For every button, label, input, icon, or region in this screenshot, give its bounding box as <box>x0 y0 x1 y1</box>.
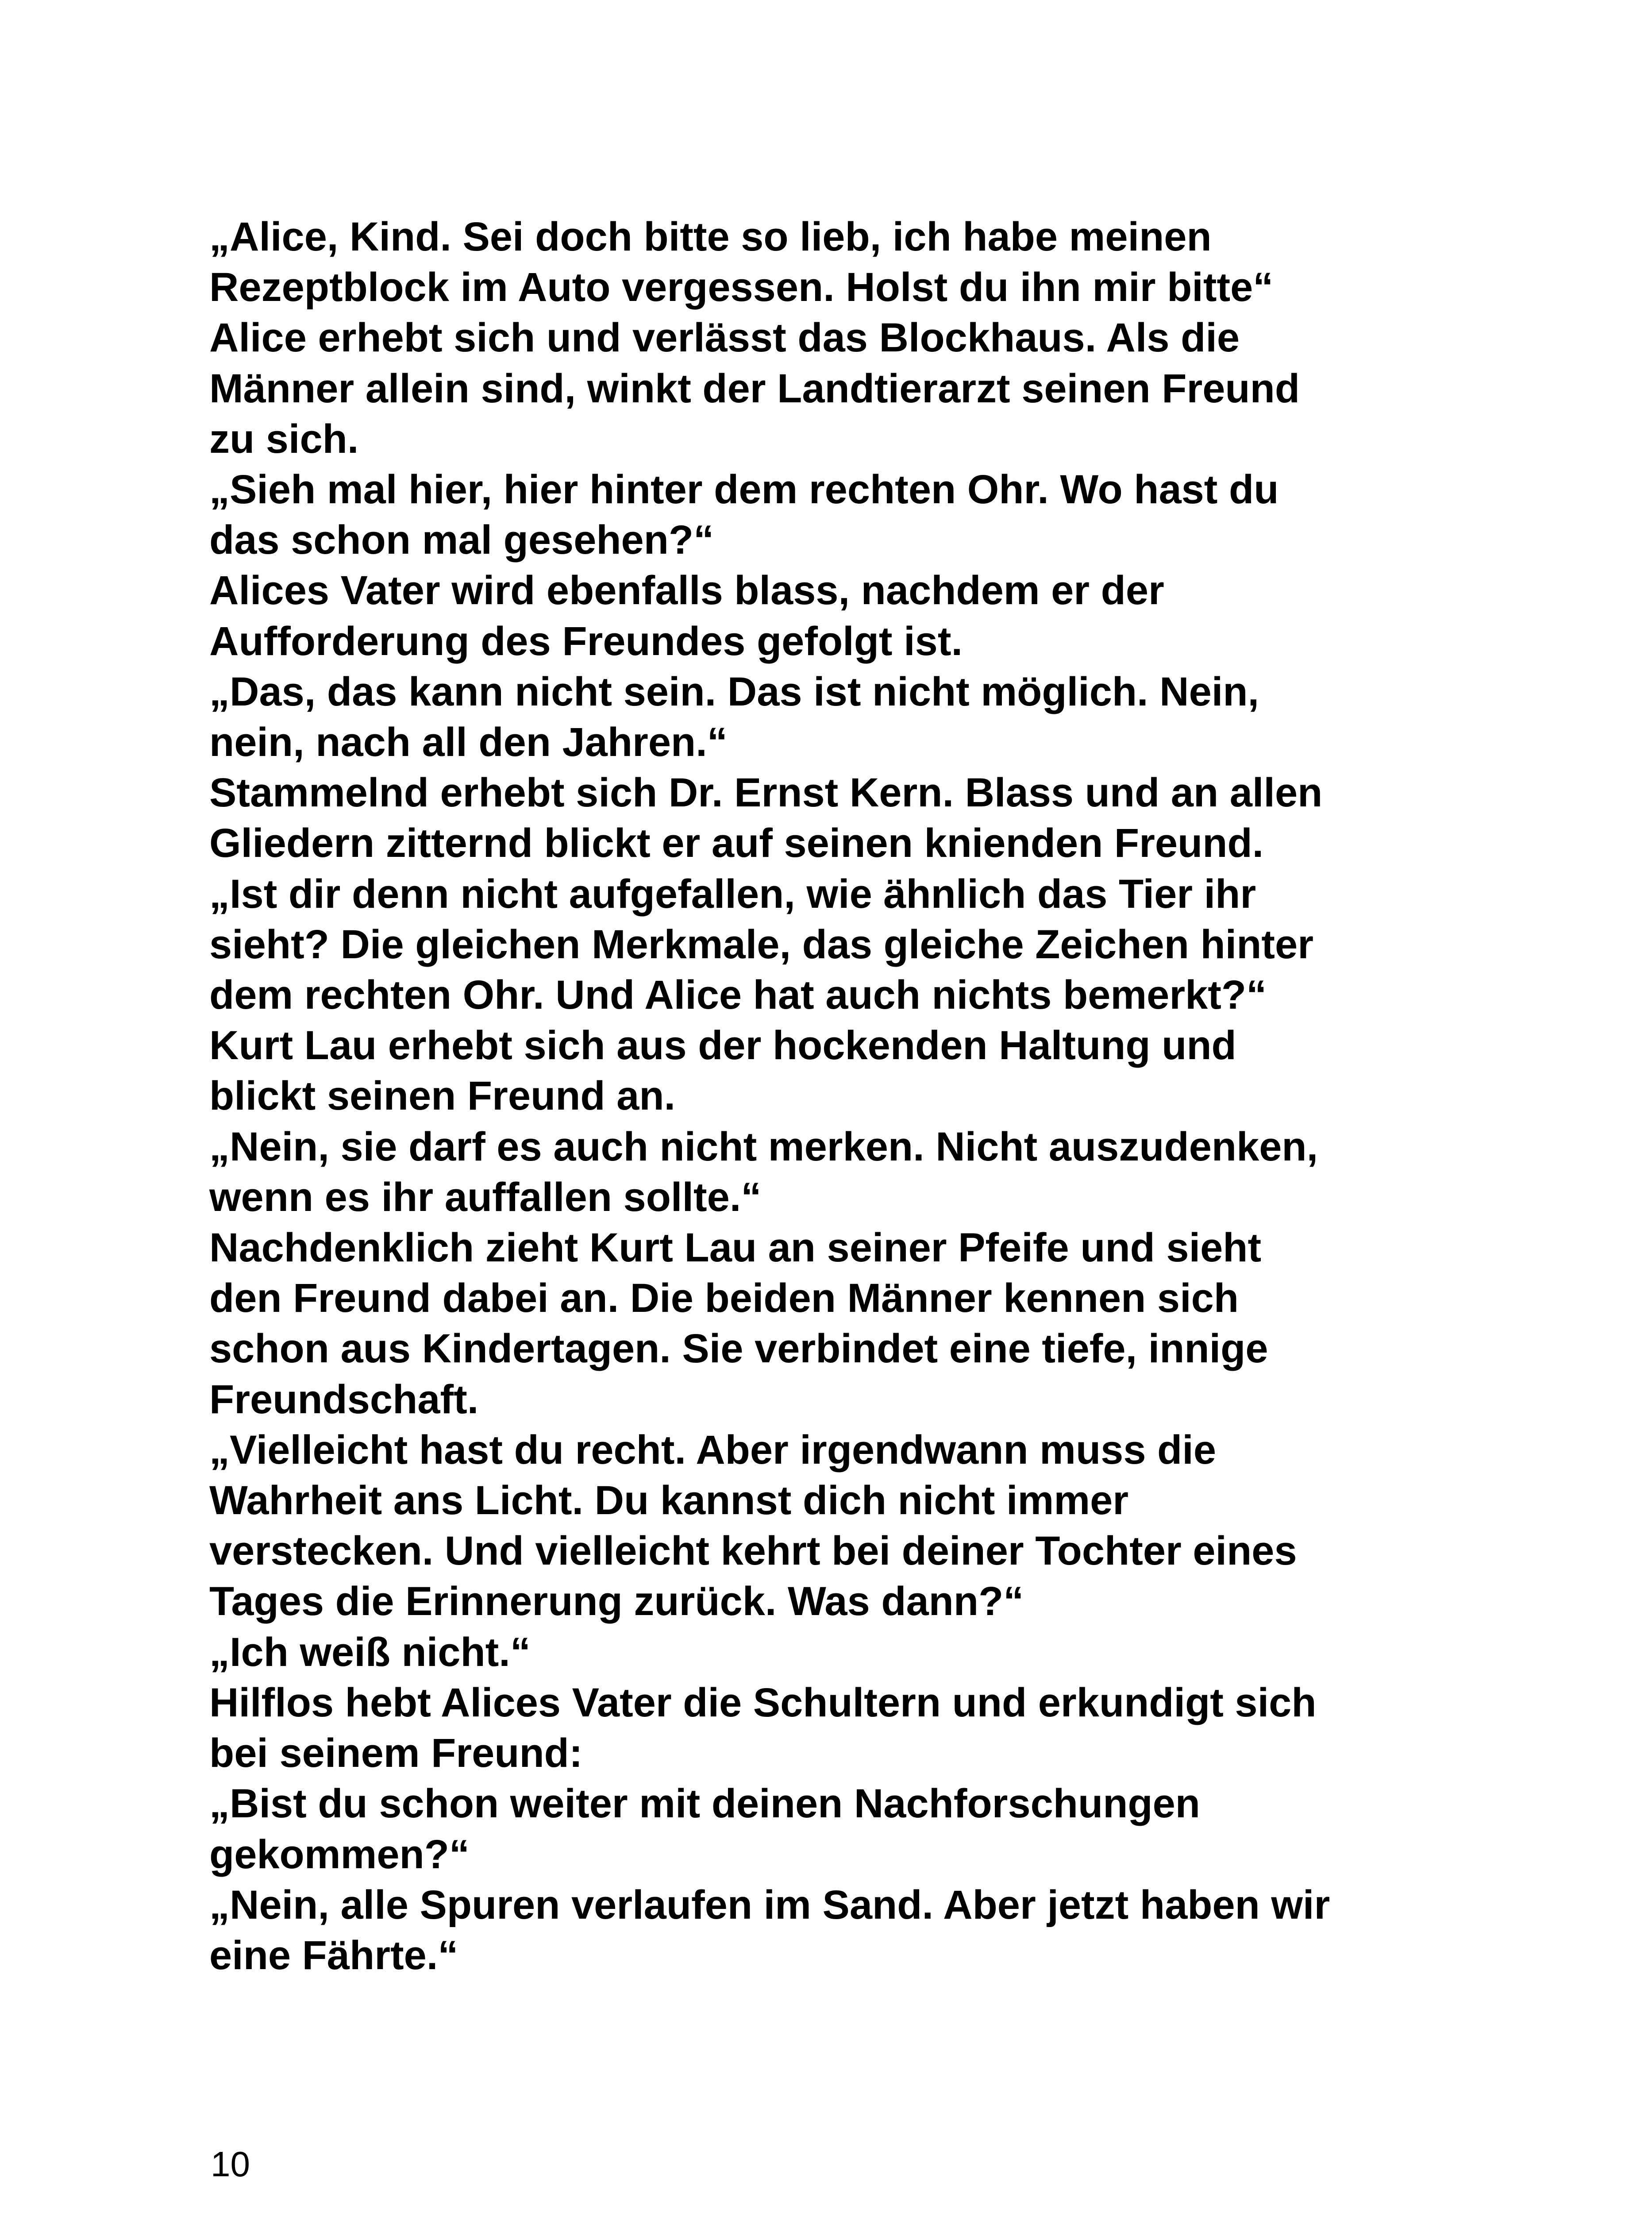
text-line: nein, nach all den Jahren.“ <box>209 720 728 765</box>
text-line: bei seinem Freund: <box>209 1731 583 1776</box>
text-line: „Das, das kann nicht sein. Das ist nicht möglich. Nein, <box>209 669 1259 714</box>
text-line: sieht? Die gleichen Merkmale, das gleiche Zeichen hinter <box>209 921 1314 967</box>
text-line: Alices Vater wird ebenfalls blass, nachdem er der <box>209 568 1164 613</box>
text-line: den Freund dabei an. Die beiden Männer kennen sich <box>209 1276 1239 1321</box>
text-line: das schon mal gesehen?“ <box>209 517 714 563</box>
text-line: Stammelnd erhebt sich Dr. Ernst Kern. Blass und an allen <box>209 770 1323 816</box>
text-line: gekommen?“ <box>209 1831 470 1877</box>
text-line: Rezeptblock im Auto vergessen. Holst du ihn mir bitte“ <box>209 265 1274 310</box>
text-line: Hilflos hebt Alices Vater die Schultern und erkundigt sich <box>209 1680 1317 1725</box>
text-line: „Nein, sie darf es auch nicht merken. Nicht auszudenken, <box>209 1124 1318 1169</box>
text-line: wenn es ihr auffallen sollte.“ <box>209 1174 762 1220</box>
body-text <box>209 212 1537 1981</box>
text-line: Gliedern zitternd blickt er auf seinen knienden Freund. <box>209 821 1264 866</box>
text-line: „Alice, Kind. Sei doch bitte so lieb, ich habe meinen <box>209 214 1212 259</box>
text-line: zu sich. <box>209 416 359 462</box>
text-line: Männer allein sind, winkt der Landtierarzt seinen Freund <box>209 366 1300 411</box>
text-line: „Vielleicht hast du recht. Aber irgendwann muss die <box>209 1427 1216 1473</box>
text-line: Nachdenklich zieht Kurt Lau an seiner Pfeife und sieht <box>209 1225 1262 1271</box>
text-line: Alice erhebt sich und verlässt das Blockhaus. Als die <box>209 315 1240 361</box>
text-line: dem rechten Ohr. Und Alice hat auch nichts bemerkt?“ <box>209 972 1267 1018</box>
text-line: Freundschaft. <box>209 1376 479 1422</box>
text-line: schon aus Kindertagen. Sie verbindet eine tiefe, innige <box>209 1326 1268 1372</box>
text-line: „Bist du schon weiter mit deinen Nachforschungen <box>209 1781 1200 1827</box>
text-line: „Sieh mal hier, hier hinter dem rechten Ohr. Wo hast du <box>209 467 1279 513</box>
text-line: Aufforderung des Freundes gefolgt ist. <box>209 618 963 664</box>
text-line: verstecken. Und vielleicht kehrt bei deiner Tochter eines <box>209 1528 1297 1574</box>
text-line: blickt seinen Freund an. <box>209 1073 676 1119</box>
text-line: „Nein, alle Spuren verlaufen im Sand. Aber jetzt haben wir <box>209 1882 1330 1928</box>
text-line: Wahrheit ans Licht. Du kannst dich nicht immer <box>209 1478 1129 1523</box>
text-line: eine Fährte.“ <box>209 1932 458 1978</box>
text-line: Tages die Erinnerung zurück. Was dann?“ <box>209 1579 1024 1624</box>
text-line: Kurt Lau erhebt sich aus der hockenden Haltung und <box>209 1023 1236 1068</box>
page-number: 10 <box>211 2144 250 2184</box>
text-line: „Ich weiß nicht.“ <box>209 1629 531 1675</box>
text-line: „Ist dir denn nicht aufgefallen, wie ähnlich das Tier ihr <box>209 871 1256 917</box>
